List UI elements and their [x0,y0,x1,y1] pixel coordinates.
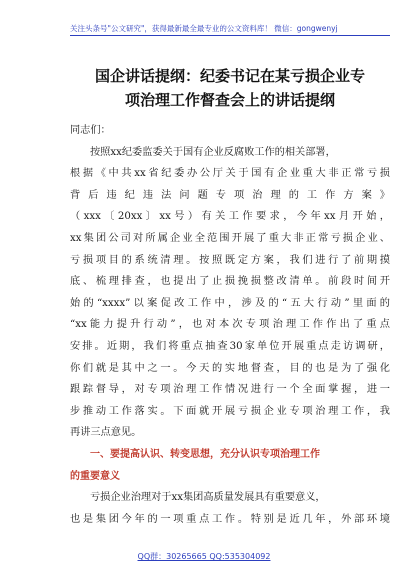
paragraph-line: 始的“xxxx”以案促改工作中，涉及的“五大行动”里面的 [70,297,390,309]
document-title [70,64,390,112]
heading-line: 的重要意义 [70,470,120,482]
title-line: 国企讲话提纲：纪委书记在某亏损企业专 [94,67,365,85]
heading-line: 一、要提高认识、转变思想，充分认识专项治理工作 [90,448,320,460]
top-banner: 关注头条号"公文研究"，获得最新最全最专业的公文资料库！ 微信：gongwenyj [70,24,338,33]
paragraph-line: 也是集团今年的一项重点工作。特别是近几年，外部环境 [70,513,390,525]
top-divider [70,35,390,36]
title-line: 项治理工作督查会上的讲话提纲 [124,91,335,109]
paragraph-line: xx集团公司对所属企业全范围开展了重大非正常亏损企业、 [70,232,390,244]
paragraph-1 [70,142,390,444]
paragraph-line: 安排。近期，我们将重点抽查30家单位开展重点走访调研， [70,340,390,352]
greeting [70,120,390,142]
paragraph-line: 再讲三点意见。 [70,427,142,439]
paragraph-line: 你们就是其中之一。今天的实地督查，目的也是为了强化 [70,362,390,374]
paragraph-line: 亏损企业治理对于xx集团高质量发展具有重要意义， [90,492,326,504]
document-body [70,120,390,530]
paragraph-line: 亏损项目的系统清理。按照既定方案，我们进行了前期摸 [70,254,390,266]
paragraph-line: “xx能力提升行动”，也对本次专项治理工作作出了重点 [70,319,390,331]
greeting-text: 同志们： [70,125,111,136]
footer-contact: QQ群：30265665 QQ:535304092 [137,552,271,561]
paragraph-line: 背后违纪违法问题专项治理的工作方案》 [70,189,390,201]
paragraph-line: 步推动工作落实。下面就开展亏损企业专项治理工作，我 [70,405,390,417]
paragraph-line: （xxx〔20xx〕xx号）有关工作要求，今年xx月开始， [70,211,390,223]
paragraph-2 [70,487,390,530]
paragraph-line: 按照xx纪委监委关于国有企业反腐败工作的相关部署， [90,146,336,158]
paragraph-line: 跟踪督导，对专项治理工作情况进行一个全面掌握，进一 [70,384,390,396]
paragraph-line: 底、梳理排查，也提出了止损挽损整改清单。前段时间开 [70,276,390,288]
paragraph-line: 根据《中共xx省纪委办公厅关于国有企业重大非正常亏损 [70,168,390,180]
section-heading-1 [70,444,390,487]
